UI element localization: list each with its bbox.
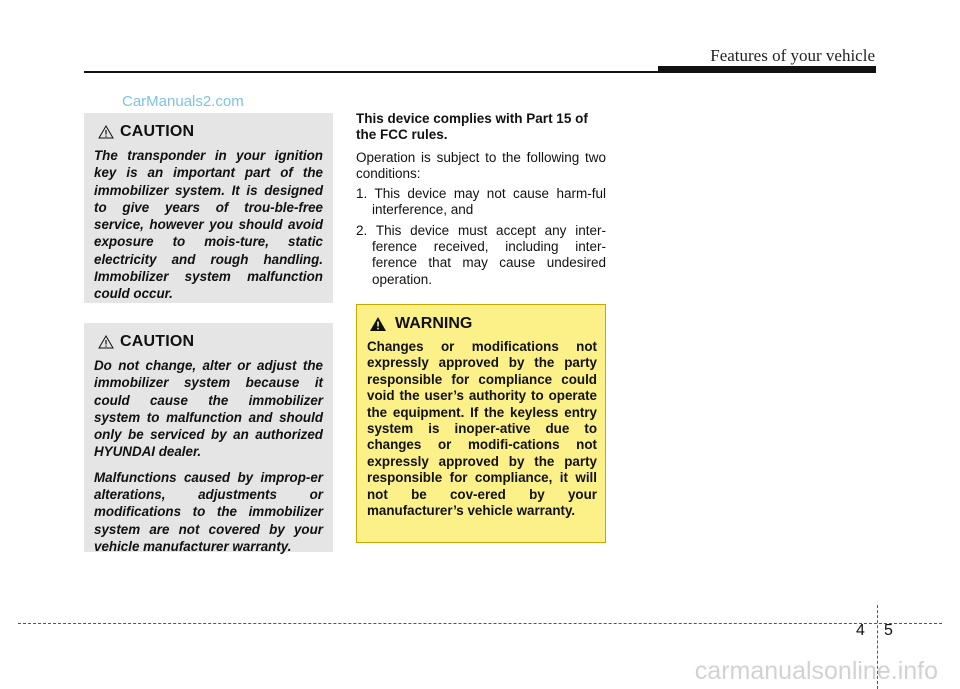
header-rule-thick <box>658 66 876 73</box>
warning-header <box>369 315 597 333</box>
caution-box-transponder <box>84 113 333 303</box>
warning-box <box>356 304 606 543</box>
warning-triangle-icon <box>98 125 114 139</box>
warning-title: WARNING <box>395 315 473 332</box>
caution-paragraph-2: Malfunctions caused by improp-er alterations, adjustments or modifications to the immobilizer system are not covered by your vehicle manufacturer warranty. <box>94 469 323 554</box>
caution-paragraph-1: Do not change, alter or adjust the immobilizer system because it could cause the immobilizer system to malfunction and should only be serviced by an authorized HYUNDAI dealer. <box>94 358 323 460</box>
footer-dashed-rule <box>18 623 942 624</box>
header-rule-thin <box>84 71 658 73</box>
warning-triangle-icon <box>369 316 387 332</box>
fcc-intro: Operation is subject to the following two conditions: <box>356 149 606 181</box>
caution-title: CAUTION <box>120 123 195 140</box>
list-item: 2. This device must accept any inter-ference received, including inter-ference that may cause undesired operation. <box>356 222 606 287</box>
warning-triangle-icon <box>98 335 114 349</box>
fcc-conditions-list <box>356 186 606 288</box>
fcc-compliance-section <box>356 111 606 292</box>
list-item: 1. This device may not cause harm-ful interference, and <box>356 186 606 218</box>
fcc-lead: This device complies with Part 15 of the FCC rules. <box>356 111 588 143</box>
watermark-bottom: carmanualsonline.info <box>694 657 938 685</box>
caution-header <box>98 333 323 351</box>
section-title: Features of your vehicle <box>710 46 875 65</box>
caution-box-immobilizer <box>84 323 333 552</box>
caution-title: CAUTION <box>120 333 195 350</box>
warning-text: Changes or modifications not expressly approved by the party responsible for compliance could void the user’s authority to operate the equipment. If the keyless entry system is inoper-ative due to changes or modifi-cations not expressly approved by the party responsible for compliance, it will not be cov-ered by your manufacturer’s vehicle warranty. <box>367 339 597 519</box>
chapter-number: 4 <box>856 622 865 639</box>
caution-text: The transponder in your ignition key is an important part of the immobilizer system. It is designed to give years of trou-ble-free service, however you should avoid exposure to mois-ture, static electricity and rough handling. Immobilizer system malfunction could occur. <box>94 148 323 302</box>
caution-header <box>98 123 323 141</box>
watermark-top: CarManuals2.com <box>122 93 244 110</box>
page-number: 5 <box>884 622 893 639</box>
